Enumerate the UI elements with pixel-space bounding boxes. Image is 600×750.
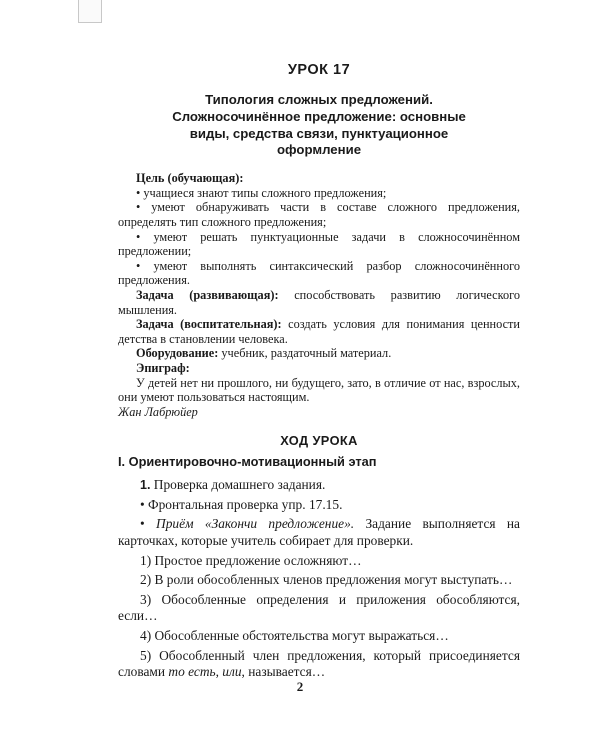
lesson-topic-line: Типология сложных предложений.	[205, 92, 433, 107]
goal-item: • умеют обнаруживать части в составе сложного предложения, определять тип сложного предложения;	[118, 200, 520, 229]
equipment	[118, 346, 520, 361]
equipment-label: Оборудование:	[136, 346, 219, 361]
goal-item: • умеют выполнять синтаксический разбор сложносочинённого предложения.	[118, 258, 520, 288]
sentence-item: 5) Обособленный член предложения, который присоединяется словами то есть, или, называется…	[118, 647, 520, 680]
step-homework-check	[118, 477, 520, 494]
epigraph-label-line	[118, 361, 520, 376]
keyword: то есть	[168, 664, 216, 680]
stage-title: I. Ориентировочно-мотивационный этап	[118, 454, 377, 470]
goal-upbringing-text: создать условия для понимания ценности детства в становлении человека.	[118, 317, 521, 346]
lesson-topic	[118, 92, 520, 159]
sentence-item: 2) В роли обособленных членов предложения могут выступать…	[140, 572, 513, 588]
goal-developing-label: Задача (развивающая):	[136, 287, 279, 302]
goal-upbringing	[118, 317, 520, 346]
page-content	[118, 62, 520, 684]
page-number: 2	[296, 679, 304, 694]
goal-item: • учащиеся знают типы сложного предложения;	[136, 185, 387, 200]
keyword: или	[222, 664, 242, 680]
epigraph-author: Жан Лабрюйер	[118, 404, 198, 419]
sentence-item: 4) Обособленные обстоятельства могут выражаться…	[140, 628, 449, 644]
epigraph-text: У детей нет ни прошлого, ни будущего, зато, в отличие от нас, взрослых, они умеют пользоваться настоящим.	[118, 375, 520, 405]
frontal-check: • Фронтальная проверка упр. 17.15.	[140, 496, 343, 512]
equipment-text: учебник, раздаточный материал.	[218, 346, 392, 361]
lesson-topic-line: виды, средства связи, пунктуационное	[189, 125, 449, 141]
lesson-goals	[118, 171, 520, 419]
technique-name: Приём «Закончи предложение».	[156, 516, 355, 532]
goal-educational-label: Цель (обучающая):	[136, 171, 244, 186]
lesson-title: УРОК 17	[287, 62, 351, 78]
technique: • Приём «Закончи предложение». Задание выполняется на карточках, которые учитель собирает для проверки.	[118, 516, 520, 549]
epigraph-label: Эпиграф:	[136, 360, 190, 375]
step-text: Проверка домашнего задания.	[150, 477, 326, 493]
goal-developing-text: способствовать развитию логического мышления.	[118, 287, 521, 317]
lesson-topic-line: Сложносочинённое предложение: основные	[172, 108, 466, 124]
technique-text: Задание выполняется на карточках, которые учитель собирает для проверки.	[118, 516, 520, 549]
goal-upbringing-label: Задача (воспитательная):	[136, 317, 282, 332]
goal-item: • умеют решать пунктуационные задачи в сложносочинённом предложении;	[118, 229, 520, 259]
goal-developing	[118, 288, 520, 317]
lesson-topic-line: оформление	[276, 142, 362, 158]
sentence-item: 1) Простое предложение осложняют…	[140, 552, 362, 568]
course-title: ХОД УРОКА	[280, 433, 358, 449]
step-number: 1.	[140, 478, 151, 493]
page-top-tab	[78, 0, 102, 23]
lesson-body	[118, 477, 520, 681]
sentence-item: 3) Обособленные определения и приложения обособляются, если…	[118, 591, 520, 624]
